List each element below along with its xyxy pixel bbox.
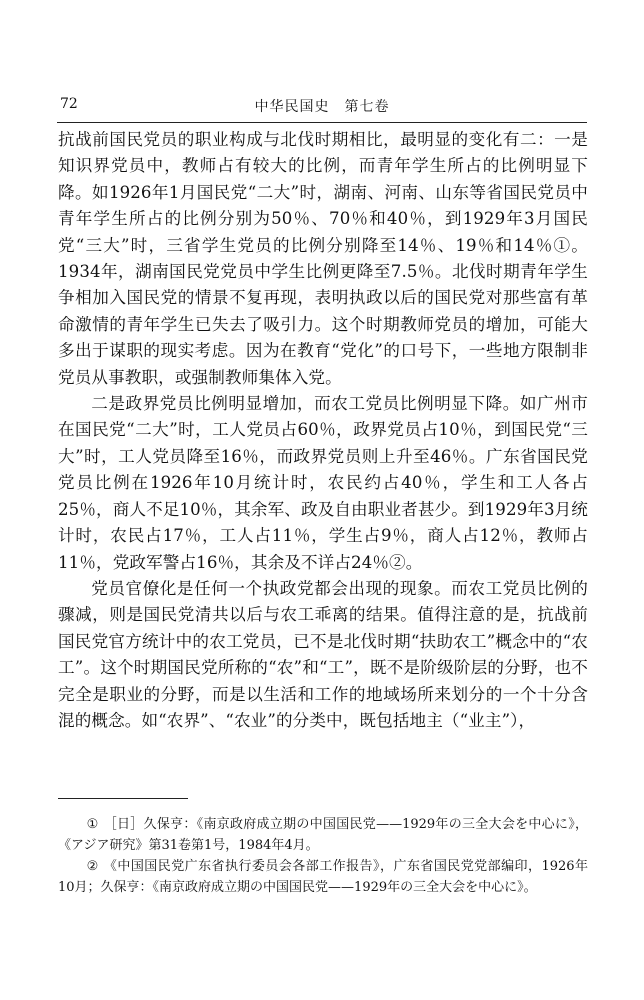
footnote-text: 《中国国民党广东省执行委员会各部工作报告》，广东省国民党党部编印，1926年10月；久保亨：《南京政府成立期の中国国民党——1929年の三全大会を中心に》。: [58, 859, 589, 895]
footnotes: [58, 814, 588, 898]
page-number: 72: [60, 96, 78, 112]
header-rule: [57, 122, 587, 123]
body-text: [58, 127, 588, 734]
paragraph-2: 二是政界党员比例明显增加，而农工党员比例明显下降。如广州市在国民党“二大”时，工人党员占60％，政界党员占10％，到国民党“三大”时，工人党员降至16％，而政界党员则上升至46％。广东省国民党党员比例在1926年10月统计时，农民约占40％，学生和工人各占25％，商人不足10％，其余军、政及自由职业者甚少。到1929年3月统计时，农民占17％，工人占11％，学生占9％，商人占12％，教师占11％，党政军警占16％，其余及不详占24％②。: [58, 394, 588, 572]
footnote-rule: [58, 798, 188, 799]
page-header: [60, 96, 584, 118]
footnote-mark: ①: [86, 817, 99, 832]
footnote-text: ［日］久保亨：《南京政府成立期の中国国民党——1929年の三全大会を中心に》，《アジア研究》第31卷第1号，1984年4月。: [58, 817, 588, 853]
footnote-mark: ②: [86, 859, 99, 874]
paragraph-1: 抗战前国民党员的职业构成与北伐时期相比，最明显的变化有二：一是知识界党员中，教师占有较大的比例，而青年学生所占的比例明显下降。如1926年1月国民党“二大”时，湖南、河南、山东等省国民党员中青年学生所占的比例分别为50％、70％和40％，到1929年3月国民党“三大”时，三省学生党员的比例分别降至14％、19％和14％①。1934年，湖南国民党党员中学生比例更降至7.5％。北伐时期青年学生争相加入国民党的情景不复再现，表明执政以后的国民党对那些富有革命激情的青年学生已失去了吸引力。这个时期教师党员的增加，可能大多出于谋职的现实考虑。因为在教育“党化”的口号下，一些地方限制非党员从事教职，或强制教师集体入党。: [58, 130, 588, 387]
paragraph-3: 党员官僚化是任何一个执政党都会出现的现象。而农工党员比例的骤减，则是国民党清共以后与农工乖离的结果。值得注意的是，抗战前国民党官方统计中的农工党员，已不是北伐时期“扶助农工”概念中的“农工”。这个时期国民党所称的“农”和“工”，既不是阶级阶层的分野，也不完全是职业的分野，而是以生活和工作的地域场所来划分的一个十分含混的概念。如“农界”、“农业”的分类中，既包括地主（“业主”），: [58, 578, 588, 730]
footnote-2: [58, 856, 588, 898]
running-title: 中华民国史 第七卷: [254, 99, 390, 115]
footnote-1: [58, 814, 588, 856]
